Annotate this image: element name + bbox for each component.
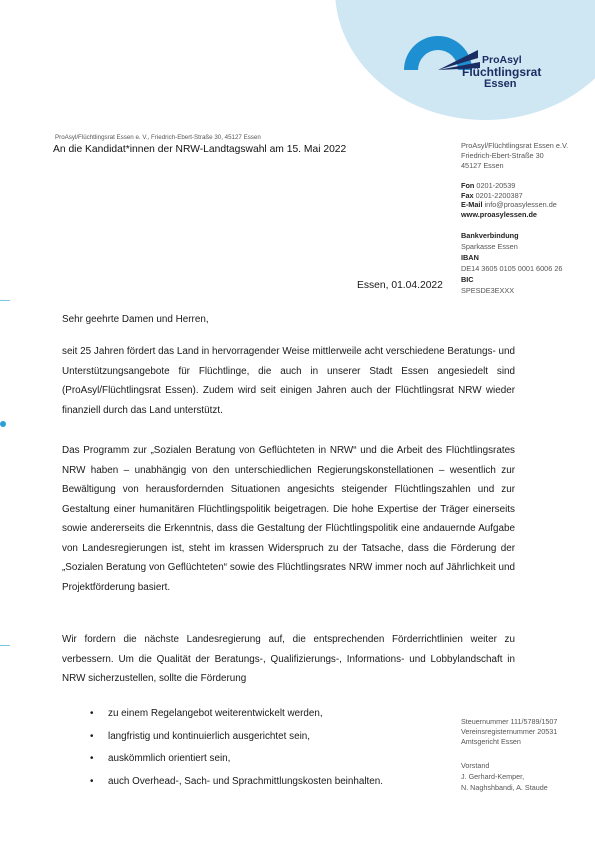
bullet-list (90, 703, 383, 793)
sidebar-org: ProAsyl/Flüchtlingsrat Essen e.V. (461, 141, 569, 150)
sidebar-fon: Fon 0201-20539 (461, 181, 516, 190)
board-heading: Vorstand (461, 761, 490, 770)
logo-line-1: ProAsyl (482, 54, 522, 66)
salutation: Sehr geehrte Damen und Herren, (62, 314, 209, 325)
sidebar-bank: Sparkasse Essen (461, 242, 518, 251)
board-line-1: J. Gerhard-Kemper, (461, 772, 525, 781)
tax-number: Steuernummer 111/5789/1507 (461, 717, 558, 726)
sidebar-web[interactable]: www.proasylessen.de (461, 210, 537, 219)
fold-mark-top (0, 300, 10, 301)
date-line: Essen, 01.04.2022 (357, 280, 443, 291)
sidebar-iban: DE14 3605 0105 0001 6006 26 (461, 264, 563, 273)
list-item: • auch Overhead-, Sach- und Sprachmittlungskosten beinhalten. (90, 771, 383, 794)
court: Amtsgericht Essen (461, 737, 521, 746)
sidebar-bank-heading: Bankverbindung (461, 231, 519, 240)
list-item: • auskömmlich orientiert sein, (90, 748, 383, 771)
logo-line-3: Essen (484, 78, 517, 90)
list-item: • zu einem Regelangebot weiterentwickelt werden, (90, 703, 383, 726)
recipient-line: An die Kandidat*innen der NRW-Landtagswahl am 15. Mai 2022 (53, 144, 347, 155)
register-number: Vereinsregisternummer 20531 (461, 727, 558, 736)
sidebar-email[interactable]: E-Mail info@proasylessen.de (461, 200, 557, 209)
logo-line-2: Flüchtlingsrat (462, 65, 542, 79)
proasyl-logo (398, 28, 578, 98)
sidebar-fax: Fax 0201-2200387 (461, 191, 523, 200)
paragraph-1: seit 25 Jahren fördert das Land in hervorragender Weise mittlerweile acht verschiedene Beratungs- und Unterstützungsangebote für Flüchtlinge, die auch in unserer Stadt Essen angesiedelt sind (ProAsyl/Flüchtlingsrat Essen). Zudem wird seit einigen Jahren auch der Flüchtlingsrat NRW wieder finanziell durch das Land unterstützt. (62, 346, 515, 416)
sender-address-line: ProAsyl/Flüchtlingsrat Essen e. V., Friedrich-Ebert-Straße 30, 45127 Essen (55, 134, 261, 141)
punch-mark (0, 421, 6, 427)
sidebar-street: Friedrich-Ebert-Straße 30 (461, 151, 544, 160)
board-line-2: N. Naghshbandi, A. Staude (461, 783, 548, 792)
sidebar-iban-label: IBAN (461, 253, 479, 262)
paragraph-2: Das Programm zur „Sozialen Beratung von Geflüchteten in NRW“ und die Arbeit des Flüchtlingsrates NRW haben – unabhängig von den unterschiedlichen Regierungskonstellationen – wesentlich zur Bewältigung von herausfordernden Situationen angesichts steigender Flüchtlingszahlen und zur Gestaltung einer humanitären Flüchtlingspolitik beigetragen. Die hohe Expertise der Träger einerseits sowie andererseits die Erkenntnis, dass die Gestaltung der Flüchtlingspolitik eine andauernde Aufgabe von Landesregierungen ist, steht im krassen Widerspruch zu der Tatsache, dass die Förderung der „Sozialen Beratung von Geflüchteten“ sowie des Flüchtlingsrates NRW immer noch auf Jährlichkeit und Projektförderung basiert. (62, 445, 515, 593)
sidebar-city: 45127 Essen (461, 161, 504, 170)
list-item: • langfristig und kontinuierlich ausgerichtet sein, (90, 726, 383, 749)
sidebar-bic-label: BIC (461, 275, 474, 284)
paragraph-3: Wir fordern die nächste Landesregierung auf, die entsprechenden Förderrichtlinien weiter zu verbessern. Um die Qualität der Beratungs-, Qualifizierungs-, Informations- und Lobbylandschaft in NRW sicherzustellen, sollte die Förderung (62, 634, 515, 684)
fold-mark-bottom (0, 645, 10, 646)
logo-mark-icon (398, 28, 488, 98)
sidebar-bic: SPESDE3EXXX (461, 286, 515, 295)
